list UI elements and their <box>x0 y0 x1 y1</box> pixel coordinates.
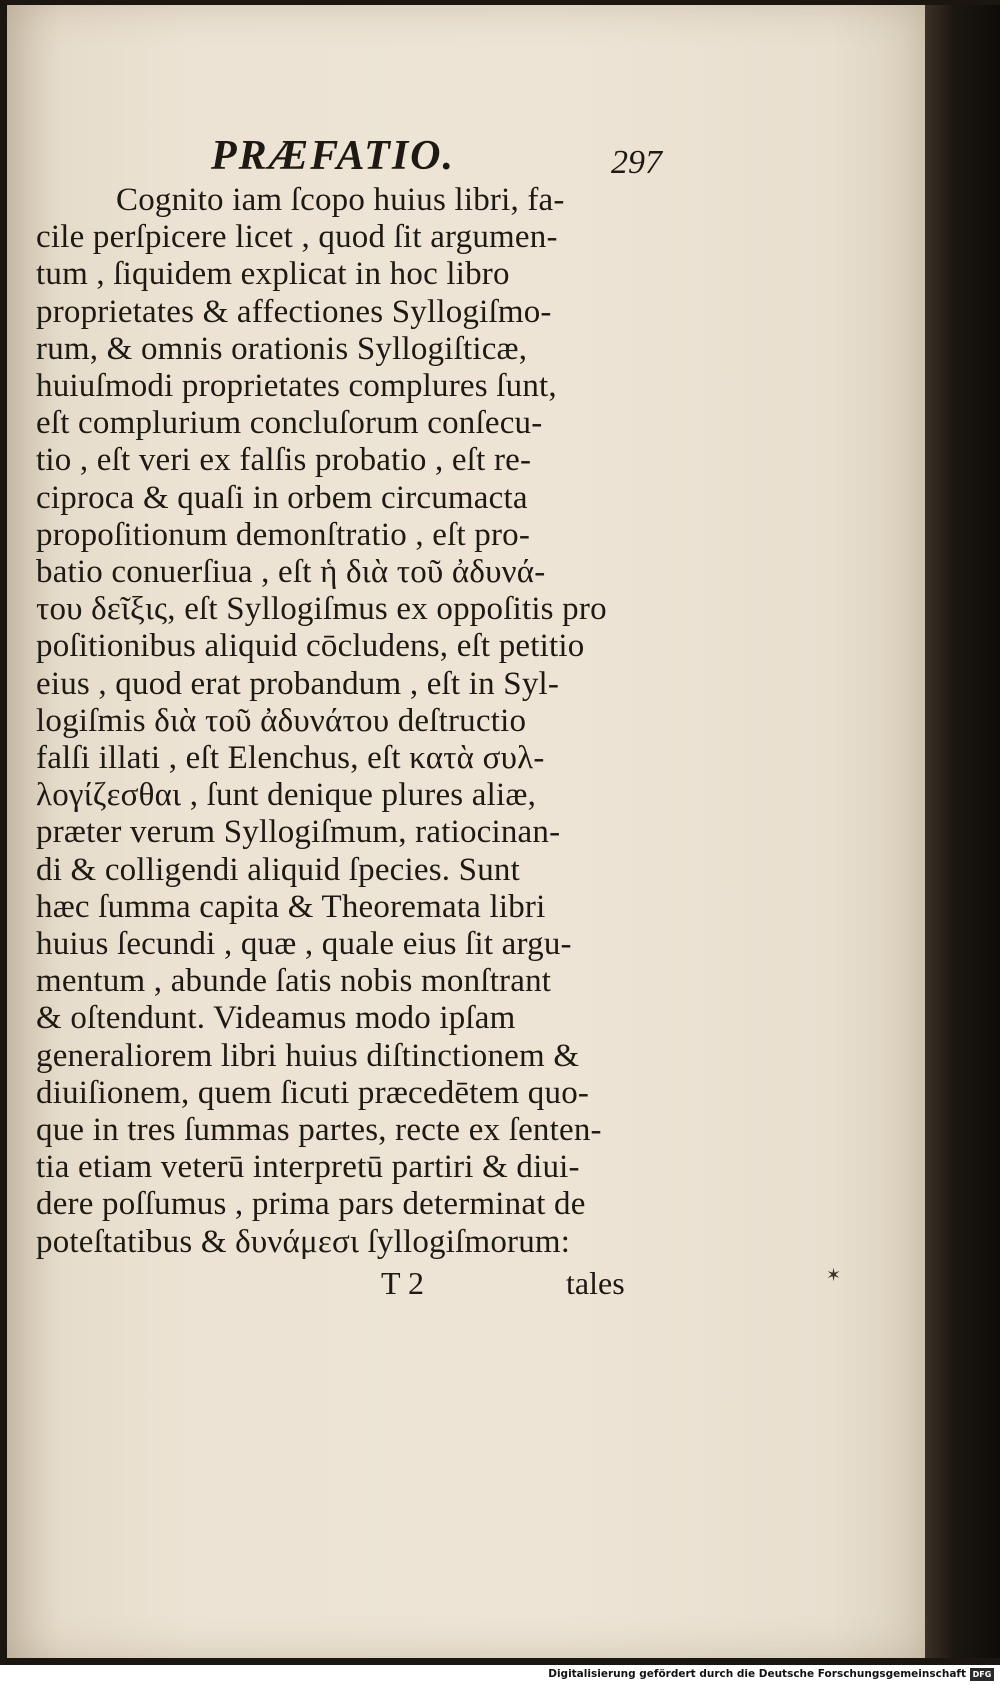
body-line: ciproca & quaſi in orbem circumacta <box>36 479 528 516</box>
body-line: poteſtatibus & δυνάμεσι ſyllogiſmorum: <box>36 1223 571 1260</box>
body-line: tia etiam veterū interpretū partiri & diui- <box>36 1149 580 1186</box>
body-line: que in tres ſummas partes, recte ex ſenten- <box>36 1112 602 1149</box>
body-line: mentum , abunde ſatis nobis monſtrant <box>36 963 552 1000</box>
body-line: batio conuerſiua , eſt ἡ διὰ τοῦ ἀδυνά- <box>36 554 546 591</box>
body-line: & oſtendunt. Videamus modo ipſam <box>36 1000 516 1037</box>
body-line: Cognito iam ſcopo huius libri, fa- <box>116 182 565 218</box>
running-head-title: PRÆFATIO. <box>211 133 455 179</box>
body-line: falſi illati , eſt Elenchus, eſt κατὰ συλ- <box>36 740 545 777</box>
page-number: 297 <box>611 144 662 181</box>
body-line: tum , ſiquidem explicat in hoc libro <box>36 256 510 293</box>
body-line: του δεῖξις, eſt Syllogiſmus ex oppoſitis pro <box>36 591 607 628</box>
body-line: λογίζεσθαι , ſunt denique plures aliæ, <box>36 777 537 814</box>
body-line: logiſmis διὰ τοῦ ἀδυνάτου deſtructio <box>36 702 527 739</box>
page-text-block <box>36 118 676 1303</box>
body-line: dere poſſumus , prima pars determinat de <box>36 1186 586 1223</box>
footer-credit: Digitalisierung gefördert durch die Deutsche Forschungsgemeinschaft <box>548 1668 966 1680</box>
body-line: huiuſmodi proprietates complures ſunt, <box>36 368 557 405</box>
body-line: proprietates & affectiones Syllogiſmo- <box>36 293 552 330</box>
catch-line <box>36 1261 676 1303</box>
footer-bar <box>0 1665 1000 1685</box>
body-line: di & colligendi aliquid ſpecies. Sunt <box>36 851 520 888</box>
body-line: generaliorem libri huius diſtinctionem & <box>36 1037 580 1074</box>
body-line: cile perſpicere licet , quod ſit argumen- <box>36 219 558 256</box>
body-line: eius , quod erat probandum , eſt in Syl- <box>36 665 560 702</box>
body-line: tio , eſt veri ex falſis probatio , eſt re- <box>36 442 532 479</box>
catchword: tales <box>566 1264 625 1301</box>
body-line: huius ſecundi , quæ , quale eius ſit argu- <box>36 926 572 963</box>
signature-mark: T 2 <box>381 1264 424 1301</box>
page-edge-shadow <box>925 5 1000 1658</box>
running-head <box>36 118 676 181</box>
body-line: præter verum Syllogiſmum, ratiocinan- <box>36 814 561 851</box>
body-line: poſitionibus aliquid cōcludens, eſt petitio <box>36 628 585 665</box>
body-line: hæc ſumma capita & Theoremata libri <box>36 888 546 925</box>
body-line: eſt complurium concluſorum conſecu- <box>36 405 543 442</box>
body-line: rum, & omnis orationis Syllogiſticæ, <box>36 330 528 367</box>
ink-speck: ✶ <box>826 1265 842 1285</box>
dfg-logo-icon: DFG <box>970 1668 994 1681</box>
body-line: diuiſionem, quem ſicuti præcedētem quo- <box>36 1074 590 1111</box>
body-line: propoſitionum demonſtratio , eſt pro- <box>36 516 531 553</box>
